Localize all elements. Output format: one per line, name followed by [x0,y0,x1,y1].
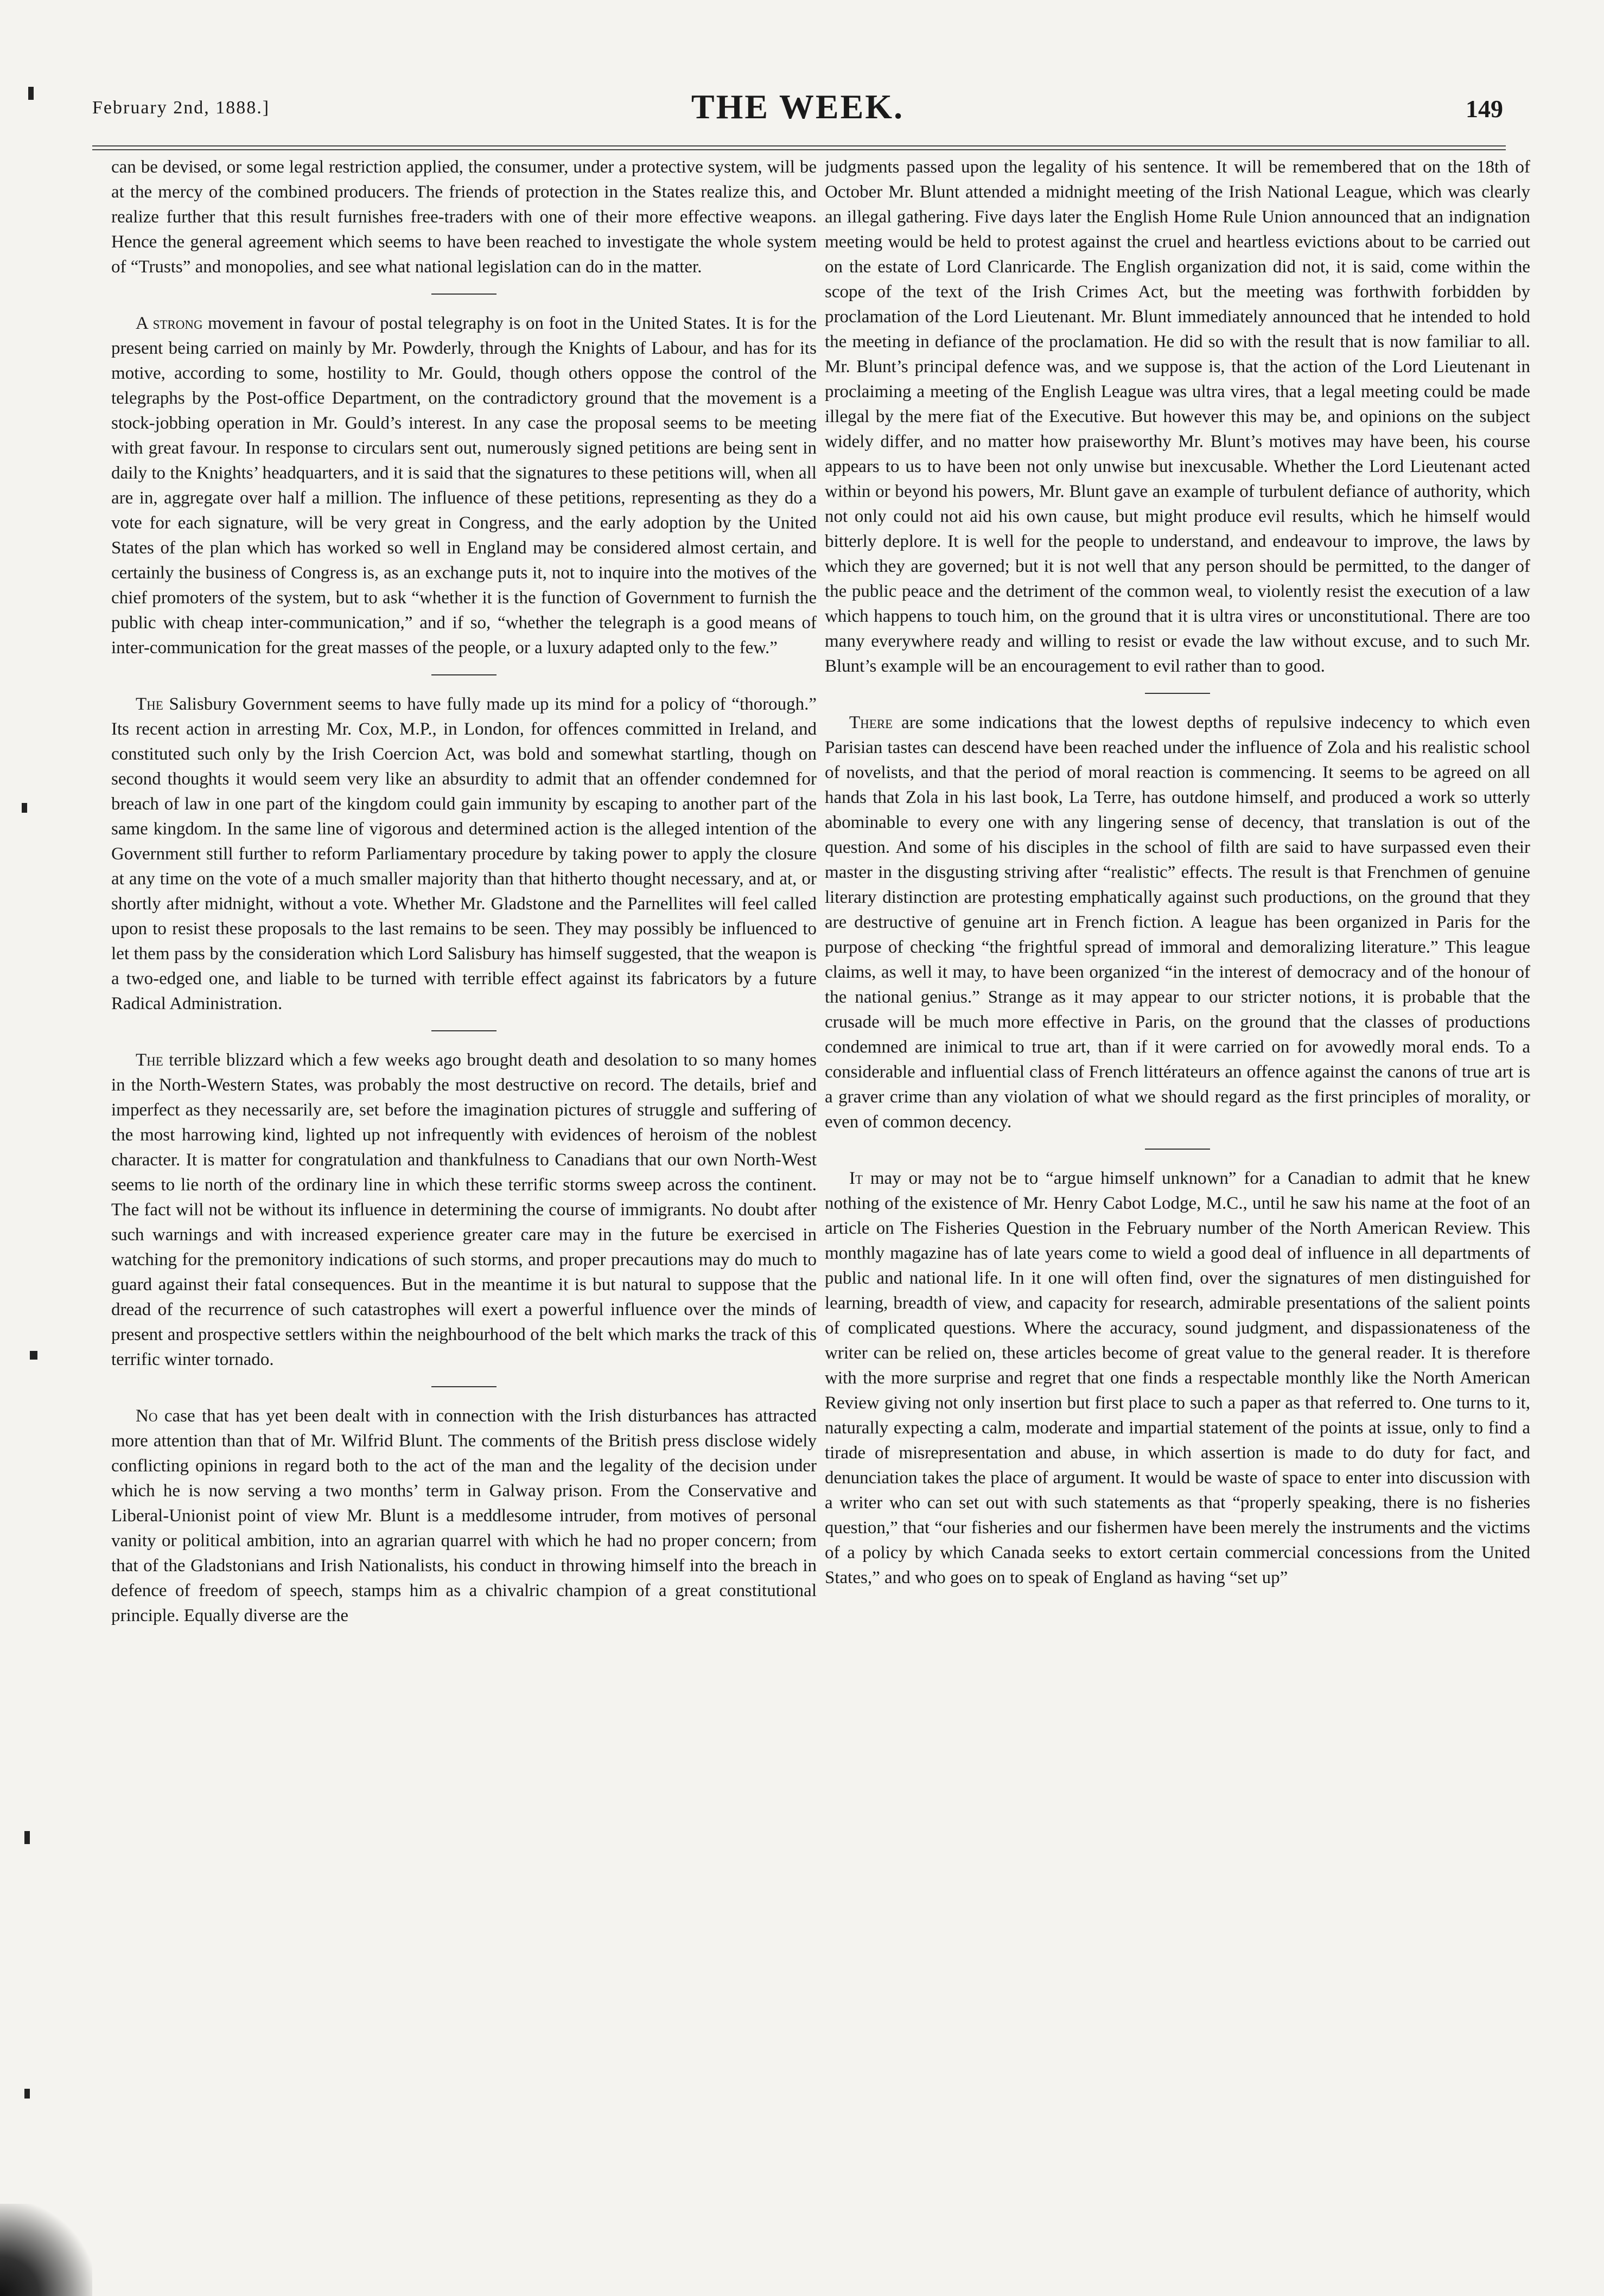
header-rule [92,145,1506,146]
header-rule-double [92,149,1506,150]
paragraph-wilfrid-blunt: No case that has yet been dealt with in connection with the Irish disturbances has attracted more attention than that of Mr. Wilfrid Blunt. The comments of the British press disclose widely conflicting opinions in regard both to the act of the man and the legality of the decision under which he is now serving a two months’ term in Galway prison. From the Conservative and Liberal-Unionist point of view Mr. Blunt is a meddlesome intruder, from motives of personal vanity or political ambition, into an agrarian quarrel with which he had no proper concern; from that of the Gladstonians and Irish Nationalists, his conduct in throwing himself into the breach in defence of freedom of speech, stamps him as a chivalric champion of a great constitutional principle. Equally diverse are the [111,1406,817,1625]
paragraph-salisbury-government: The Salisbury Government seems to have fully made up its mind for a policy of “thorough.” Its recent action in arresting Mr. Cox, M.P., in London, for offences committed in Ireland, and constituted such only by the Irish Coercion Act, was bold and somewhat startling, though on second thoughts it would seem very like an absurdity to admit that an offender condemned for breach of law in one part of the kingdom could gain immunity by escaping to another part of the same kingdom. In the same line of vigorous and determined action is the alleged intention of the Government still further to reform Parliamentary procedure by taking power to apply the closure at any time on the vote of a much smaller majority than that hitherto thought necessary, and at, or shortly after midnight, without a vote. Whether Mr. Gladstone and the Parnellites will feel called upon to resist these proposals to the last remains to be seen. They may possibly be influenced to let them pass by the consideration which Lord Salisbury has himself suggested, that the weapon is a two-edged one, and liable to be turned with terrible effect against its fabricators by a future Radical Administration. [111,694,817,1013]
paragraph-fisheries-question: It may or may not be to “argue himself unknown” for a Canadian to admit that he knew nothing of the existence of Mr. Henry Cabot Lodge, M.C., until he saw his name at the foot of an article on The Fisheries Question in the February number of the North American Review. This monthly magazine has of late years come to wield a good deal of influence in all departments of public and national life. In it one will often find, over the signatures of men distinguished for learning, breadth of view, and capacity for research, admirable presentations of the salient points of complicated questions. Where the accuracy, sound judgment, and dispassionateness of the writer can be relied on, these articles become of great value to the general reader. It is therefore with the more surprise and regret that one finds a respectable monthly like the North American Review giving not only insertion but first place to such a paper as that referred to. One turns to it, naturally expecting a calm, moderate and impartial statement of the points at issue, only to find a tirade of misrepresentation and abuse, in which assertion is made to do duty for fact, and denunciation takes the place of argument. It would be waste of space to enter into discussion with a writer who can set out with such statements as that “properly speaking, there is no fisheries question,” that “our fisheries and our fishermen have been merely the instruments and the victims of a policy by which Canada seeks to extort certain commercial concessions from the United States,” and who goes on to speak of England as having “set up” [825,1169,1530,1587]
margin-mark [24,2089,30,2099]
margin-mark [30,1351,37,1360]
issue-date: February 2nd, 1888.] [92,98,270,118]
page-header [92,87,1503,146]
section-separator [431,1386,497,1387]
section-separator [431,1030,497,1031]
paragraph-postal-telegraphy: A strong movement in favour of postal telegraphy is on foot in the United States. It is for the present being carried on mainly by Mr. Powderly, through the Knights of Labour, and has for its motive, according to some, hostility to Mr. Gould, though others oppose the control of the telegraphs by the Post-office Department, on the contradictory ground that the movement is a stock-jobbing operation in Mr. Gould’s interest. In any case the proposal seems to be meeting with great favour. In response to circulars sent out, numerously signed petitions are being sent in daily to the Knights’ headquarters, and it is said that the signatures to these petitions will, when all are in, aggregate over half a million. The influence of these petitions, representing as they do a vote for each signature, will be very great in Congress, and the early adoption by the United States of the plan which has worked so well in England may be considered almost certain, and certainly the business of Congress is, as an exchange puts it, not to inquire into the motives of the chief promoters of the system, but to ask “whether it is the function of Government to furnish the public with cheap inter-communication,” and if so, “whether the telegraph is a good means of inter-communication for the great masses of the people, or a luxury adapted only to the few.” [111,314,817,658]
section-separator [431,294,497,295]
margin-mark [22,803,27,813]
right-column [825,155,1530,2265]
section-separator [431,674,497,675]
margin-mark [24,1831,30,1844]
margin-mark [28,87,34,100]
page-corner-smudge [0,2204,92,2296]
paragraph-blizzard: The terrible blizzard which a few weeks ago brought death and desolation to so many homes in the North-Western States, was probably the most destructive on record. The details, brief and imperfect as they necessarily are, set before the imagination pictures of struggle and suffering of the most harrowing kind, lighted up not infrequently with evidences of heroism of the noblest character. It is matter for congratulation and thankfulness to Canadians that our own North-West seems to lie north of the ordinary line in which these terrific storms sweep across the continent. The fact will not be without its influence in determining the course of immigrants. No doubt after such warnings and with increased experience greater care may in the future be exercised in watching for the premonitory indications of such storms, and proper precautions may do much to guard against their fatal consequences. But in the meantime it is but natural to suppose that the dread of the recurrence of such catastrophes will exert a powerful influence over the minds of present and prospective settlers within the neighbourhood of the belt which marks the track of this terrific winter tornado. [111,1050,817,1369]
page-number: 149 [1466,95,1503,123]
left-column [111,155,817,2265]
masthead-title: THE WEEK. [691,87,905,126]
section-separator [1145,1149,1210,1150]
paragraph-trusts: can be devised, or some legal restriction applied, the consumer, under a protective system, will be at the mercy of the combined producers. The friends of protection in the States realize this, and realize further that this result furnishes free-traders with one of their more effective weapons. Hence the general agreement which seems to have been reached to investigate the whole system of “Trusts” and monopolies, and see what national legislation can do in the matter. [111,157,817,277]
paragraph-blunt-judgments: judgments passed upon the legality of his sentence. It will be remembered that on the 18th of October Mr. Blunt attended a midnight meeting of the Irish National League, which was clearly an illegal gathering. Five days later the English Home Rule Union announced that an indignation meeting would be held to protest against the cruel and heartless evictions about to be carried out on the estate of Lord Clanricarde. The English organization did not, it is said, come within the scope of the text of the Irish Crimes Act, but the meeting was forthwith forbidden by proclamation of the Lord Lieutenant. Mr. Blunt immediately announced that he intended to hold the meeting in defiance of the proclamation. He did so with the result that is now familiar to all. Mr. Blunt’s principal defence was, and we suppose is, that the action of the Lord Lieutenant in proclaiming a meeting of the English League was ultra vires, that a legal meeting could be made illegal by the mere fiat of the Executive. But however this may be, and opinions on the subject widely differ, and no matter how praiseworthy Mr. Blunt’s motives may have been, his course appears to us to have been not only unwise but inexcusable. Whether the Lord Lieutenant acted within or beyond his powers, Mr. Blunt gave an example of turbulent defiance of authority, which not only could not aid his own cause, but might produce evil results, which he himself would bitterly deplore. It is well for the people to understand, and endeavour to improve, the laws by which they are governed; but it is not well that any person should be permitted, to the danger of the public peace and the detriment of the common weal, to violently resist the execution of a law which happens to touch him, on the ground that it is ultra vires or unconstitutional. There are too many everywhere ready and willing to resist or evade the law without excuse, and to such Mr. Blunt’s example will be an encouragement to evil rather than to good. [825,157,1530,676]
section-separator [1145,693,1210,694]
paragraph-zola: There are some indications that the lowest depths of repulsive indecency to which even Parisian tastes can descend have been reached under the influence of Zola and his realistic school of novelists, and that the period of moral reaction is commencing. It seems to be agreed on all hands that Zola in his last book, La Terre, has outdone himself, and produced a work so utterly abominable to every one with any lingering sense of decency, that translation is out of the question. And some of his disciples in the school of filth are said to have surpassed even their master in the disgusting striving after “realistic” effects. The result is that Frenchmen of genuine literary distinction are protesting emphatically against such productions, on the ground that they are destructive of genuine art in French fiction. A league has been organized in Paris for the purpose of checking “the frightful spread of immoral and demoralizing literature.” This league claims, as well it may, to have been organized “in the interest of democracy and of the honour of the national genius.” Strange as it may appear to our stricter notions, it is probable that the crusade will be much more effective in Paris, on the ground that the classes of productions condemned are inimical to true art, than if it were carried on for avowedly moral ends. To a considerable and influential class of French littérateurs an offence against the canons of true art is a graver crime than any violation of what we should regard as the first principles of morality, or even of common decency. [825,713,1530,1132]
